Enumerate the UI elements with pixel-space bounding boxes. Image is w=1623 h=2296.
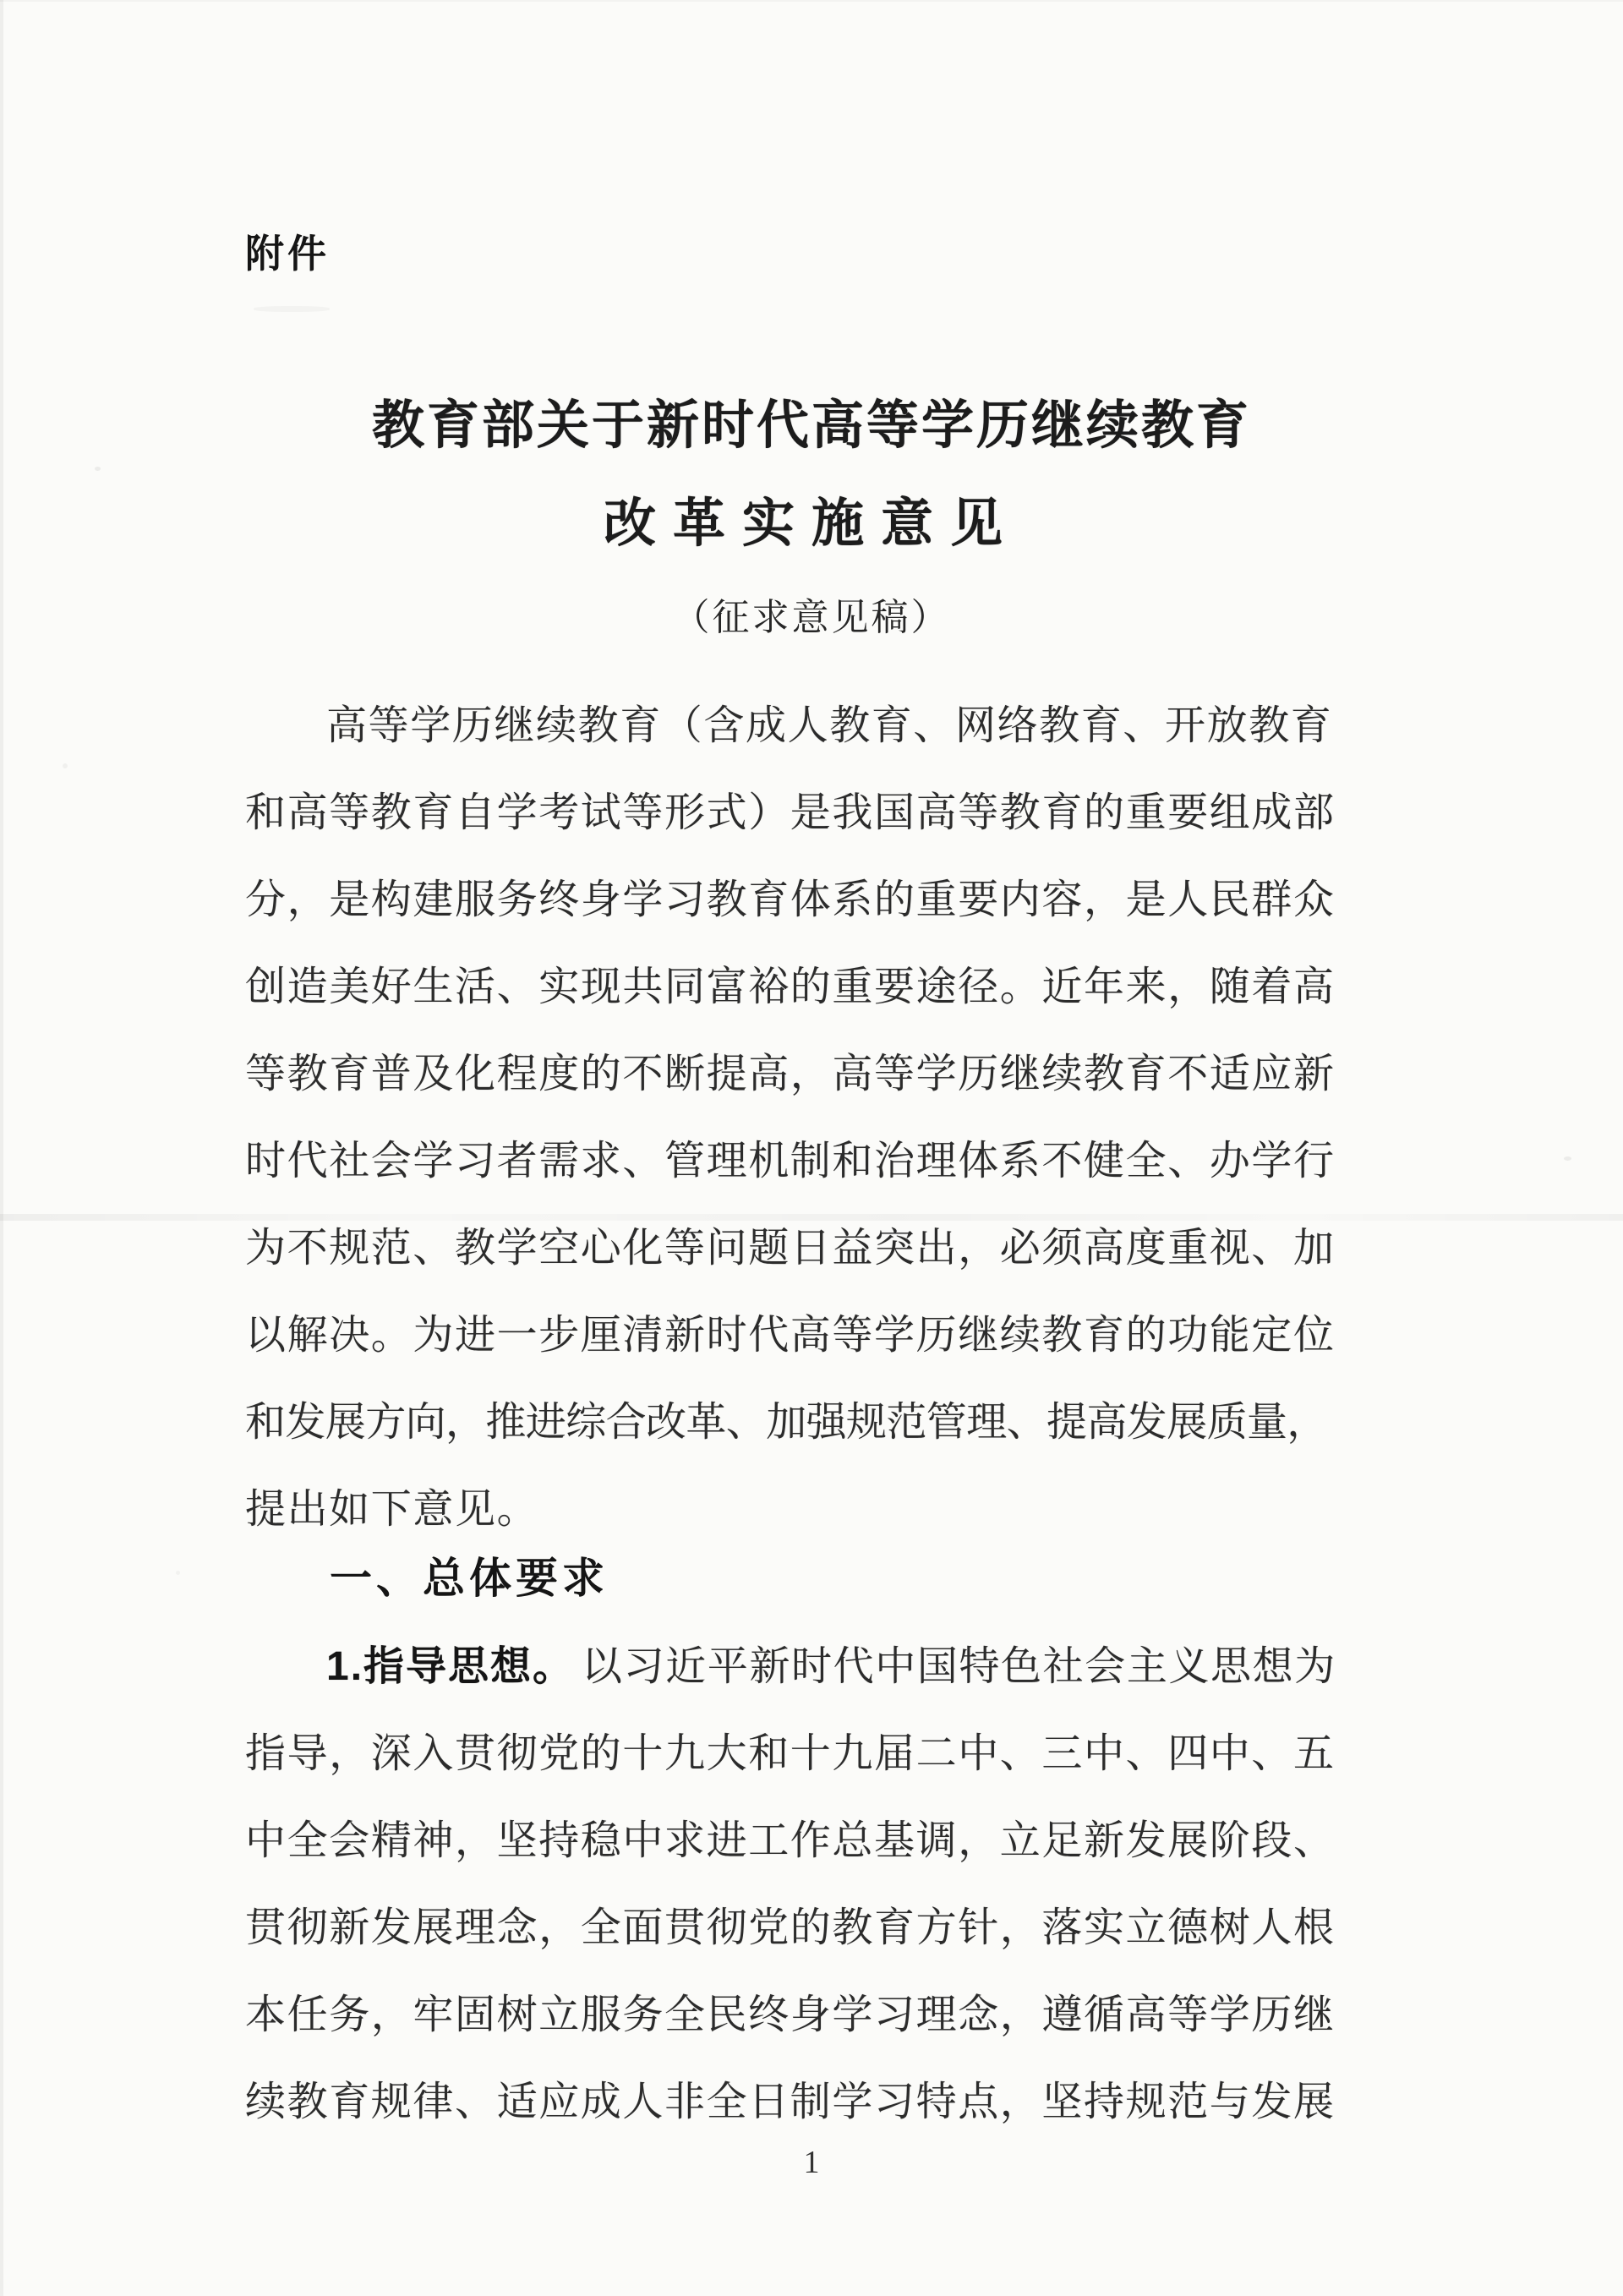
body-line: 和发展方向，推进综合改革、加强规范管理、提高发展质量， xyxy=(245,1400,1327,1445)
section-heading: 一、总体要求 xyxy=(330,1555,609,1602)
scan-speck xyxy=(1564,1156,1571,1161)
document-title-line1: 教育部关于新时代高等学历继续教育 xyxy=(371,397,1251,455)
scan-edge-top xyxy=(0,0,1623,2)
body-line: 本任务，牢固树立服务全民终身学习理念，遵循高等学历继 xyxy=(245,1993,1336,2037)
body-line: 高等学历继续教育（含成人教育、网络教育、开放教育 xyxy=(326,703,1333,748)
scan-edge-left xyxy=(0,0,3,2296)
body-line: 创造美好生活、实现共同富裕的重要途径。近年来，随着高 xyxy=(245,965,1336,1009)
body-line: 分，是构建服务终身学习教育体系的重要内容，是人民群众 xyxy=(245,877,1336,922)
scan-speck xyxy=(176,1571,180,1575)
body-line: 贯彻新发展理念，全面贯彻党的教育方针，落实立德树人根 xyxy=(245,1905,1336,1950)
body-line: 提出如下意见。 xyxy=(245,1487,539,1532)
document-title-line2: 改革实施意见 xyxy=(603,495,1019,553)
document-subtitle: （征求意见稿） xyxy=(672,597,951,638)
body-line: 为不规范、教学空心化等问题日益突出，必须高度重视、加 xyxy=(245,1226,1336,1271)
scan-speck xyxy=(63,763,68,768)
scan-speck xyxy=(95,467,101,471)
paragraph-2 xyxy=(245,1623,1378,2146)
body-line: 以解决。为进一步厘清新时代高等学历继续教育的功能定位 xyxy=(245,1313,1336,1358)
body-line: 指导，深入贯彻党的十九大和十九届二中、三中、四中、五 xyxy=(245,1731,1336,1776)
lead-run: 1.指导思想。 xyxy=(326,1644,576,1689)
body-line xyxy=(245,1623,1378,1710)
scan-speck xyxy=(254,306,330,312)
document-title xyxy=(245,377,1378,573)
page-number: 1 xyxy=(803,2145,820,2180)
body-line: 续教育规律、适应成人非全日制学习特点，坚持规范与发展 xyxy=(245,2080,1336,2124)
body-line: 等教育普及化程度的不断提高，高等学历继续教育不适应新 xyxy=(245,1052,1336,1096)
body-line: 中全会精神，坚持稳中求进工作总基调，立足新发展阶段、 xyxy=(245,1818,1336,1863)
paragraph-1 xyxy=(245,682,1378,1553)
body-line: 和高等教育自学考试等形式）是我国高等教育的重要组成部 xyxy=(245,790,1336,835)
body-line: 时代社会学习者需求、管理机制和治理体系不健全、办学行 xyxy=(245,1139,1336,1184)
body-run: 以习近平新时代中国特色社会主义思想为 xyxy=(582,1644,1336,1689)
attachment-label: 附件 xyxy=(245,232,330,276)
